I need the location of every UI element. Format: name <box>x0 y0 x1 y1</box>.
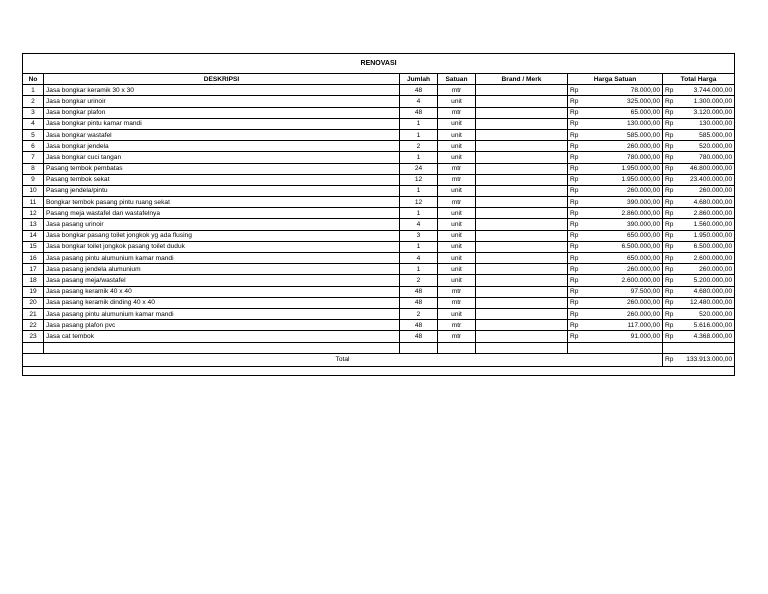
cell-price-currency: Rp <box>568 129 586 140</box>
total-label: Total <box>23 353 663 366</box>
cell-deskripsi: Jasa bongkar keramik 30 x 30 <box>44 85 400 96</box>
cell-harga-satuan: 260.000,00 <box>586 297 663 308</box>
cell-price-currency: Rp <box>568 297 586 308</box>
cell-harga-satuan: 650.000,00 <box>586 230 663 241</box>
cell-total-harga: 3.120.000,00 <box>681 107 735 118</box>
cell-total-currency: Rp <box>663 230 681 241</box>
cell-total-harga: 12.480.000,00 <box>681 297 735 308</box>
grand-total: 133.913.000,00 <box>681 353 735 366</box>
cell-total-harga: 3.744.000,00 <box>681 85 735 96</box>
cell-harga-satuan: 260.000,00 <box>586 308 663 319</box>
footer-row <box>23 366 735 375</box>
cell-deskripsi: Jasa bongkar pintu kamar mandi <box>44 118 400 129</box>
cell-total-harga: 520.000,00 <box>681 308 735 319</box>
cell-total-currency: Rp <box>663 185 681 196</box>
cell-jumlah: 48 <box>400 85 438 96</box>
cell-total-currency: Rp <box>663 96 681 107</box>
header-row <box>23 74 735 85</box>
cell-jumlah: 4 <box>400 219 438 230</box>
cell-total-harga: 1.950.000,00 <box>681 230 735 241</box>
cell-harga-satuan: 260.000,00 <box>586 185 663 196</box>
header-no: No <box>23 74 44 85</box>
table-row <box>23 297 735 308</box>
empty-cell <box>586 342 663 353</box>
header-harga-satuan: Harga Satuan <box>568 74 663 85</box>
table-row <box>23 208 735 219</box>
cell-total-currency: Rp <box>663 331 681 342</box>
cell-deskripsi: Jasa pasang jendela alumunium <box>44 264 400 275</box>
cell-total-harga: 5.616.000,00 <box>681 320 735 331</box>
cell-total-harga: 520.000,00 <box>681 141 735 152</box>
cell-total-harga: 23.400.000,00 <box>681 174 735 185</box>
cell-jumlah: 4 <box>400 253 438 264</box>
cell-price-currency: Rp <box>568 320 586 331</box>
cell-no: 5 <box>23 129 44 140</box>
cell-no: 22 <box>23 320 44 331</box>
cell-brand <box>476 163 568 174</box>
empty-cell <box>23 342 44 353</box>
cell-total-currency: Rp <box>663 197 681 208</box>
cell-deskripsi: Jasa bongkar jendela <box>44 141 400 152</box>
cell-total-harga: 1.300.000,00 <box>681 96 735 107</box>
cell-no: 10 <box>23 185 44 196</box>
cell-satuan: unit <box>438 129 476 140</box>
cell-deskripsi: Jasa pasang urinoir <box>44 219 400 230</box>
cell-deskripsi: Jasa pasang keramik 40 x 40 <box>44 286 400 297</box>
cell-harga-satuan: 6.500.000,00 <box>586 241 663 252</box>
cell-jumlah: 48 <box>400 286 438 297</box>
cell-deskripsi: Jasa pasang meja/wastafel <box>44 275 400 286</box>
cell-total-harga: 46.800.000,00 <box>681 163 735 174</box>
header-jumlah: Jumlah <box>400 74 438 85</box>
cell-no: 6 <box>23 141 44 152</box>
cell-total-currency: Rp <box>663 275 681 286</box>
cell-jumlah: 48 <box>400 320 438 331</box>
cell-jumlah: 12 <box>400 197 438 208</box>
renovation-table <box>22 53 735 376</box>
empty-cell <box>663 342 681 353</box>
cell-brand <box>476 129 568 140</box>
cell-total-currency: Rp <box>663 129 681 140</box>
cell-total-harga: 130.000,00 <box>681 118 735 129</box>
cell-total-currency: Rp <box>663 264 681 275</box>
cell-total-harga: 780.000,00 <box>681 152 735 163</box>
cell-jumlah: 1 <box>400 241 438 252</box>
cell-price-currency: Rp <box>568 185 586 196</box>
cell-harga-satuan: 260.000,00 <box>586 264 663 275</box>
cell-satuan: unit <box>438 264 476 275</box>
cell-deskripsi: Bongkar tembok pasang pintu ruang sekat <box>44 197 400 208</box>
cell-satuan: mtr <box>438 107 476 118</box>
cell-brand <box>476 208 568 219</box>
cell-no: 14 <box>23 230 44 241</box>
empty-cell <box>23 366 735 375</box>
table-row <box>23 320 735 331</box>
cell-harga-satuan: 65.000,00 <box>586 107 663 118</box>
table-row <box>23 219 735 230</box>
title-row <box>23 54 735 74</box>
blank-row <box>23 342 735 353</box>
cell-jumlah: 48 <box>400 107 438 118</box>
cell-price-currency: Rp <box>568 197 586 208</box>
table-row <box>23 185 735 196</box>
empty-cell <box>438 342 476 353</box>
cell-total-currency: Rp <box>663 152 681 163</box>
cell-jumlah: 48 <box>400 297 438 308</box>
cell-total-currency: Rp <box>663 297 681 308</box>
cell-deskripsi: Jasa bongkar pasang toilet jongkok yg ada flusing <box>44 230 400 241</box>
cell-harga-satuan: 390.000,00 <box>586 197 663 208</box>
cell-brand <box>476 185 568 196</box>
cell-total-currency: Rp <box>663 219 681 230</box>
cell-brand <box>476 308 568 319</box>
cell-jumlah: 1 <box>400 208 438 219</box>
cell-jumlah: 2 <box>400 275 438 286</box>
header-deskripsi: DESKRIPSI <box>44 74 400 85</box>
cell-total-harga: 4.680.000,00 <box>681 197 735 208</box>
cell-harga-satuan: 78.000,00 <box>586 85 663 96</box>
cell-price-currency: Rp <box>568 253 586 264</box>
cell-total-currency: Rp <box>663 320 681 331</box>
cell-price-currency: Rp <box>568 174 586 185</box>
cell-price-currency: Rp <box>568 141 586 152</box>
cell-price-currency: Rp <box>568 331 586 342</box>
cell-jumlah: 24 <box>400 163 438 174</box>
cell-harga-satuan: 117.000,00 <box>586 320 663 331</box>
cell-total-currency: Rp <box>663 174 681 185</box>
cell-brand <box>476 174 568 185</box>
cell-satuan: unit <box>438 253 476 264</box>
cell-price-currency: Rp <box>568 264 586 275</box>
cell-brand <box>476 275 568 286</box>
cell-total-harga: 6.500.000,00 <box>681 241 735 252</box>
cell-satuan: mtr <box>438 286 476 297</box>
cell-total-currency: Rp <box>663 286 681 297</box>
table-row <box>23 197 735 208</box>
table-row <box>23 163 735 174</box>
cell-total-harga: 260.000,00 <box>681 185 735 196</box>
cell-jumlah: 1 <box>400 152 438 163</box>
cell-deskripsi: Jasa bongkar plafon <box>44 107 400 118</box>
cell-satuan: unit <box>438 219 476 230</box>
cell-brand <box>476 85 568 96</box>
cell-deskripsi: Jasa cat tembok <box>44 331 400 342</box>
cell-harga-satuan: 325.000,00 <box>586 96 663 107</box>
cell-harga-satuan: 390.000,00 <box>586 219 663 230</box>
cell-harga-satuan: 780.000,00 <box>586 152 663 163</box>
cell-total-currency: Rp <box>663 208 681 219</box>
cell-price-currency: Rp <box>568 152 586 163</box>
cell-jumlah: 1 <box>400 185 438 196</box>
cell-total-harga: 2.860.000,00 <box>681 208 735 219</box>
cell-total-harga: 2.600.000,00 <box>681 253 735 264</box>
cell-satuan: mtr <box>438 85 476 96</box>
cell-no: 9 <box>23 174 44 185</box>
table-row <box>23 264 735 275</box>
cell-no: 7 <box>23 152 44 163</box>
cell-total-harga: 4.368.000,00 <box>681 331 735 342</box>
cell-brand <box>476 331 568 342</box>
table-row <box>23 107 735 118</box>
empty-cell <box>400 342 438 353</box>
cell-satuan: mtr <box>438 331 476 342</box>
cell-brand <box>476 107 568 118</box>
cell-no: 12 <box>23 208 44 219</box>
empty-cell <box>476 342 568 353</box>
cell-satuan: unit <box>438 96 476 107</box>
cell-brand <box>476 264 568 275</box>
cell-no: 13 <box>23 219 44 230</box>
cell-harga-satuan: 1.950.000,00 <box>586 174 663 185</box>
cell-no: 3 <box>23 107 44 118</box>
empty-cell <box>681 342 735 353</box>
cell-no: 8 <box>23 163 44 174</box>
cell-price-currency: Rp <box>568 163 586 174</box>
cell-jumlah: 1 <box>400 118 438 129</box>
cell-harga-satuan: 130.000,00 <box>586 118 663 129</box>
cell-jumlah: 4 <box>400 96 438 107</box>
cell-brand <box>476 241 568 252</box>
cell-deskripsi: Pasang tembok sekat <box>44 174 400 185</box>
cell-no: 1 <box>23 85 44 96</box>
cell-jumlah: 1 <box>400 129 438 140</box>
cell-price-currency: Rp <box>568 85 586 96</box>
spreadsheet <box>22 53 735 376</box>
cell-deskripsi: Jasa bongkar cuci tangan <box>44 152 400 163</box>
cell-satuan: unit <box>438 241 476 252</box>
cell-harga-satuan: 2.860.000,00 <box>586 208 663 219</box>
cell-harga-satuan: 91.000,00 <box>586 331 663 342</box>
header-brand: Brand / Merk <box>476 74 568 85</box>
header-satuan: Satuan <box>438 74 476 85</box>
cell-satuan: mtr <box>438 197 476 208</box>
cell-harga-satuan: 650.000,00 <box>586 253 663 264</box>
table-row <box>23 241 735 252</box>
cell-satuan: unit <box>438 185 476 196</box>
cell-total-harga: 1.560.000,00 <box>681 219 735 230</box>
cell-satuan: unit <box>438 208 476 219</box>
table-row <box>23 129 735 140</box>
cell-price-currency: Rp <box>568 241 586 252</box>
cell-satuan: unit <box>438 152 476 163</box>
table-row <box>23 253 735 264</box>
table-row <box>23 174 735 185</box>
cell-satuan: unit <box>438 118 476 129</box>
cell-total-currency: Rp <box>663 141 681 152</box>
cell-no: 11 <box>23 197 44 208</box>
cell-no: 20 <box>23 297 44 308</box>
cell-price-currency: Rp <box>568 118 586 129</box>
cell-harga-satuan: 97.500,00 <box>586 286 663 297</box>
table-row <box>23 308 735 319</box>
cell-price-currency: Rp <box>568 96 586 107</box>
cell-no: 15 <box>23 241 44 252</box>
cell-brand <box>476 320 568 331</box>
cell-no: 21 <box>23 308 44 319</box>
cell-brand <box>476 253 568 264</box>
cell-harga-satuan: 2.600.000,00 <box>586 275 663 286</box>
cell-satuan: unit <box>438 230 476 241</box>
cell-deskripsi: Jasa pasang pintu alumunium kamar mandi <box>44 308 400 319</box>
table-row <box>23 96 735 107</box>
table-row <box>23 331 735 342</box>
cell-total-harga: 260.000,00 <box>681 264 735 275</box>
cell-satuan: unit <box>438 308 476 319</box>
cell-deskripsi: Pasang tembok pembatas <box>44 163 400 174</box>
cell-deskripsi: Jasa bongkar toilet jongkok pasang toilet duduk <box>44 241 400 252</box>
table-title: RENOVASI <box>23 54 735 74</box>
cell-total-currency: Rp <box>663 241 681 252</box>
cell-brand <box>476 297 568 308</box>
cell-total-currency: Rp <box>663 163 681 174</box>
empty-cell <box>568 342 586 353</box>
cell-brand <box>476 118 568 129</box>
cell-deskripsi: Jasa pasang keramik dinding 40 x 40 <box>44 297 400 308</box>
cell-brand <box>476 96 568 107</box>
table-row <box>23 118 735 129</box>
cell-jumlah: 2 <box>400 308 438 319</box>
cell-price-currency: Rp <box>568 230 586 241</box>
cell-satuan: mtr <box>438 297 476 308</box>
cell-price-currency: Rp <box>568 208 586 219</box>
cell-jumlah: 3 <box>400 230 438 241</box>
table-row <box>23 275 735 286</box>
cell-total-currency: Rp <box>663 107 681 118</box>
cell-harga-satuan: 585.000,00 <box>586 129 663 140</box>
cell-deskripsi: Pasang meja wastafel dan wastafelnya <box>44 208 400 219</box>
table-row <box>23 230 735 241</box>
cell-harga-satuan: 260.000,00 <box>586 141 663 152</box>
empty-cell <box>44 342 400 353</box>
table-row <box>23 286 735 297</box>
cell-total-harga: 5.200.000,00 <box>681 275 735 286</box>
cell-brand <box>476 152 568 163</box>
cell-deskripsi: Jasa pasang plafon pvc <box>44 320 400 331</box>
cell-brand <box>476 286 568 297</box>
cell-no: 17 <box>23 264 44 275</box>
cell-jumlah: 12 <box>400 174 438 185</box>
cell-deskripsi: Jasa bongkar urinoir <box>44 96 400 107</box>
cell-brand <box>476 197 568 208</box>
cell-satuan: mtr <box>438 174 476 185</box>
cell-total-harga: 4.680.000,00 <box>681 286 735 297</box>
cell-total-harga: 585.000,00 <box>681 129 735 140</box>
cell-no: 19 <box>23 286 44 297</box>
cell-no: 4 <box>23 118 44 129</box>
cell-deskripsi: Pasang jendela/pintu <box>44 185 400 196</box>
cell-price-currency: Rp <box>568 107 586 118</box>
cell-jumlah: 1 <box>400 264 438 275</box>
table-row <box>23 85 735 96</box>
table-row <box>23 152 735 163</box>
cell-no: 23 <box>23 331 44 342</box>
cell-satuan: unit <box>438 275 476 286</box>
cell-deskripsi: Jasa pasang pintu alumunium kamar mandi <box>44 253 400 264</box>
cell-no: 16 <box>23 253 44 264</box>
cell-total-currency: Rp <box>663 85 681 96</box>
cell-total-currency: Rp <box>663 253 681 264</box>
header-total-harga: Total Harga <box>663 74 735 85</box>
cell-price-currency: Rp <box>568 308 586 319</box>
cell-no: 2 <box>23 96 44 107</box>
cell-price-currency: Rp <box>568 286 586 297</box>
cell-jumlah: 2 <box>400 141 438 152</box>
cell-total-currency: Rp <box>663 118 681 129</box>
cell-price-currency: Rp <box>568 219 586 230</box>
cell-satuan: unit <box>438 141 476 152</box>
total-row <box>23 353 735 366</box>
total-currency: Rp <box>663 353 681 366</box>
cell-no: 18 <box>23 275 44 286</box>
cell-brand <box>476 230 568 241</box>
cell-brand <box>476 141 568 152</box>
cell-total-currency: Rp <box>663 308 681 319</box>
cell-deskripsi: Jasa bongkar wastafel <box>44 129 400 140</box>
cell-price-currency: Rp <box>568 275 586 286</box>
cell-harga-satuan: 1.950.000,00 <box>586 163 663 174</box>
table-row <box>23 141 735 152</box>
cell-satuan: mtr <box>438 320 476 331</box>
cell-brand <box>476 219 568 230</box>
cell-jumlah: 48 <box>400 331 438 342</box>
cell-satuan: mtr <box>438 163 476 174</box>
